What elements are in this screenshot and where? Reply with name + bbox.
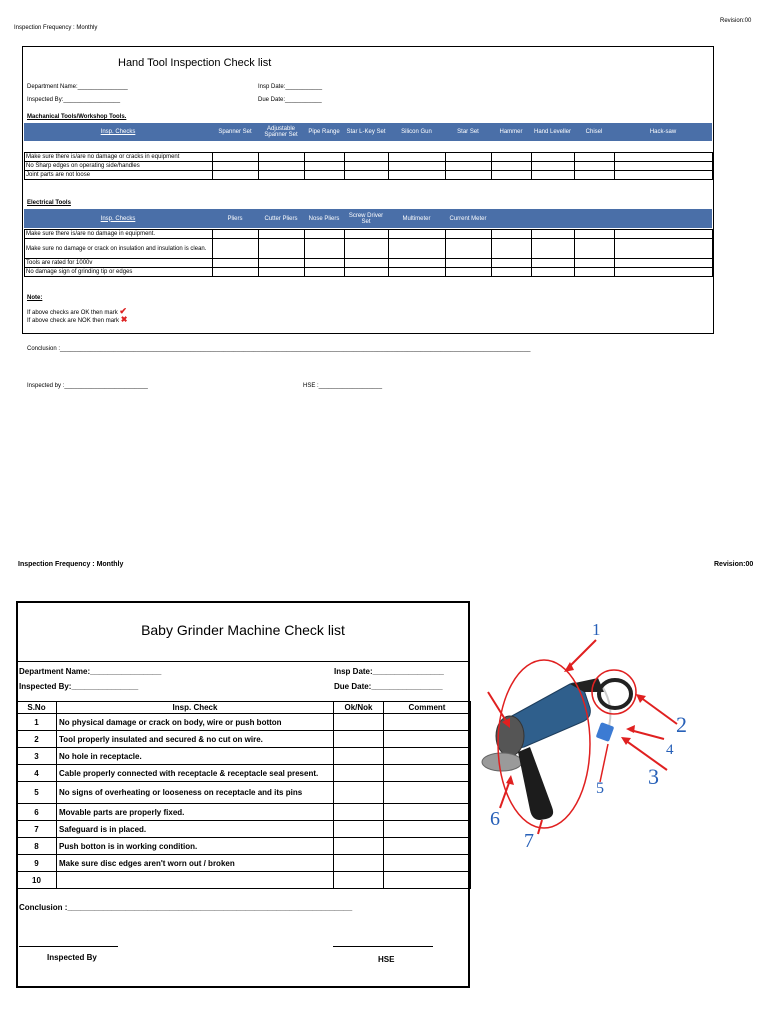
callout-3: 3 [648,764,659,789]
check-cell[interactable] [532,230,575,239]
row-number: 1 [17,714,57,731]
note-ok-text: If above checks are OK then mark [27,310,118,316]
header-star-set: Star Set [457,129,479,135]
check-cell[interactable] [213,153,259,162]
inspected-by-label: Inspected By [47,953,97,962]
revision-label: Revision:00 [720,18,752,24]
check-cell[interactable] [575,259,615,268]
check-cell[interactable] [532,162,575,171]
check-cell[interactable] [446,259,492,268]
cross-mark-icon: ✖ [120,315,128,324]
header-sno: S.No [17,702,57,714]
check-text: No physical damage or crack on body, wire or push botton [57,714,334,731]
row-number: 8 [17,838,57,855]
check-text: Tool properly insulated and secured & no cut on wire. [57,731,334,748]
header-comment: Comment [384,702,471,714]
comment-cell[interactable] [384,838,471,855]
check-cell[interactable] [575,153,615,162]
callout-5: 5 [596,780,604,797]
check-text: Make sure no damage or crack on insulation and insulation is clean. [25,239,213,259]
check-cell[interactable] [345,153,389,162]
comment-cell[interactable] [384,855,471,872]
check-text: No Sharp edges on operating side/handles [25,162,213,171]
grinder-checks-table [16,701,471,889]
check-cell[interactable] [615,268,713,277]
check-cell[interactable] [389,162,446,171]
mechanical-checks-table [24,152,713,180]
header-silicon-gun: Silicon Gun [401,129,432,135]
header-cutter-pliers: Cutter Pliers [264,215,298,222]
table-row [17,872,471,889]
check-text: Movable parts are properly fixed. [57,804,334,821]
check-text: No hole in receptacle. [57,748,334,765]
header-insp-checks: Insp. Checks [100,129,136,135]
table-row [17,821,471,838]
department-field: Department Name:_______________ [27,84,128,90]
note-label: Note: [27,295,43,301]
check-text: Make sure disc edges aren't worn out / broken [57,855,334,872]
table-header-row [17,702,471,714]
ok-nok-cell[interactable] [334,748,384,765]
check-cell[interactable] [389,171,446,180]
hse-label: HSE [378,955,395,964]
table-row [17,838,471,855]
check-cell[interactable] [615,162,713,171]
conclusion-line[interactable]: Conclusion :_____________________________________________________________________________________________________________________________________________ [27,346,531,352]
department-field: Department Name:________________ [19,667,162,676]
check-cell[interactable] [492,171,532,180]
ok-nok-cell[interactable] [334,714,384,731]
check-text [57,872,334,889]
check-cell[interactable] [345,239,389,259]
check-cell[interactable] [213,171,259,180]
check-cell[interactable] [492,153,532,162]
row-number: 5 [17,782,57,804]
header-hack-saw: Hack-saw [649,129,677,135]
check-cell[interactable] [615,230,713,239]
check-cell[interactable] [259,171,305,180]
page-title: Baby Grinder Machine Check list [141,622,345,638]
due-date-field: Due Date:___________ [258,97,322,103]
header-ok-nok: Ok/Nok [334,702,384,714]
inspection-frequency: Inspection Frequency : Monthly [14,25,98,31]
check-cell[interactable] [446,268,492,277]
check-cell[interactable] [345,162,389,171]
header-hand-leveller: Hand Leveller [533,129,572,135]
check-cell[interactable] [389,268,446,277]
header-pipe-range: Pipe Range [308,129,340,135]
check-cell[interactable] [389,239,446,259]
check-cell[interactable] [345,259,389,268]
row-number: 2 [17,731,57,748]
header-pliers: Pliers [227,215,243,222]
check-cell[interactable] [259,230,305,239]
insp-date-field: Insp Date:________________ [334,667,444,676]
note-nok-text: If above check are NOK then mark [27,318,120,324]
table-row [25,162,713,171]
ok-nok-cell[interactable] [334,855,384,872]
check-cell[interactable] [492,162,532,171]
check-cell[interactable] [492,268,532,277]
check-cell[interactable] [575,162,615,171]
inspected-by-signature-line[interactable] [19,946,118,947]
check-cell[interactable] [305,153,345,162]
check-cell[interactable] [259,162,305,171]
check-cell[interactable] [575,171,615,180]
check-cell[interactable] [345,171,389,180]
comment-cell[interactable] [384,821,471,838]
table-row [17,782,471,804]
check-cell[interactable] [575,230,615,239]
row-number: 4 [17,765,57,782]
note-nok [27,315,127,324]
check-text: Tools are rated for 1000v [25,259,213,268]
check-cell[interactable] [213,259,259,268]
check-cell[interactable] [492,259,532,268]
check-cell[interactable] [446,230,492,239]
check-cell[interactable] [575,239,615,259]
check-cell[interactable] [492,239,532,259]
header-nose-pliers: Nose Pliers [308,215,340,222]
insp-date-field: Insp Date:___________ [258,84,323,90]
row-number: 7 [17,821,57,838]
hse-signature-line[interactable] [333,946,433,947]
header-chisel: Chisel [585,129,603,135]
comment-cell[interactable] [384,731,471,748]
revision-label: Revision:00 [714,561,754,568]
header-spanner-set: Spanner Set [218,129,252,135]
check-cell[interactable] [213,230,259,239]
check-text: Make sure there is/are no damage in equipment. [25,230,213,239]
electrical-section-label: Electrical Tools [27,200,71,206]
ok-nok-cell[interactable] [334,782,384,804]
check-cell[interactable] [213,268,259,277]
title-divider [16,661,470,662]
row-number: 9 [17,855,57,872]
ok-nok-cell[interactable] [334,872,384,889]
page-title: Hand Tool Inspection Check list [118,57,272,69]
comment-cell[interactable] [384,782,471,804]
header-current-meter: Current Meter [449,215,487,222]
due-date-field: Due Date:________________ [334,682,443,691]
header-screw-driver-set: Screw Driver Set [348,212,384,225]
check-cell[interactable] [259,239,305,259]
header-adjustable-spanner-set: Adjustable Spanner Set [264,126,298,138]
comment-cell[interactable] [384,765,471,782]
row-number: 10 [17,872,57,889]
table-row [25,259,713,268]
callout-4: 4 [666,742,674,758]
electrical-header-row [24,209,712,228]
check-cell[interactable] [575,268,615,277]
row-number: 6 [17,804,57,821]
check-cell[interactable] [615,239,713,259]
check-text: Push botton is in working condition. [57,838,334,855]
check-text: Cable properly connected with receptacle & receptacle seal present. [57,765,334,782]
check-cell[interactable] [305,230,345,239]
callout-1: 1 [592,620,601,639]
ok-nok-cell[interactable] [334,765,384,782]
table-row [17,731,471,748]
check-cell[interactable] [259,259,305,268]
check-cell[interactable] [389,230,446,239]
conclusion-line[interactable]: Conclusion :________________________________________________________________ [19,903,353,912]
mechanical-header-row [24,123,712,141]
check-cell[interactable] [305,171,345,180]
check-text: Make sure there is/are no damage or cracks in equipment [25,153,213,162]
check-text: Joint parts are not loose [25,171,213,180]
check-cell[interactable] [446,239,492,259]
check-cell[interactable] [305,239,345,259]
check-cell[interactable] [532,171,575,180]
ok-nok-cell[interactable] [334,821,384,838]
header-insp-check: Insp. Check [57,702,334,714]
table-row [25,230,713,239]
callout-7: 7 [524,830,534,852]
table-row [25,171,713,180]
check-cell[interactable] [259,268,305,277]
check-cell[interactable] [532,259,575,268]
check-cell[interactable] [492,230,532,239]
comment-cell[interactable] [384,872,471,889]
callout-2: 2 [676,712,687,737]
row-number: 3 [17,748,57,765]
check-cell[interactable] [615,171,713,180]
check-cell[interactable] [532,153,575,162]
check-cell[interactable] [389,259,446,268]
comment-cell[interactable] [384,748,471,765]
check-cell[interactable] [615,259,713,268]
check-cell[interactable] [259,153,305,162]
inspected-by-signature[interactable]: Inspected by :_________________________ [27,383,148,389]
check-cell[interactable] [532,268,575,277]
header-hammer: Hammer [499,129,523,135]
check-cell[interactable] [532,239,575,259]
table-row [17,855,471,872]
check-cell[interactable] [213,162,259,171]
check-cell[interactable] [446,171,492,180]
table-row [25,239,713,259]
ok-nok-cell[interactable] [334,731,384,748]
table-row [17,714,471,731]
comment-cell[interactable] [384,714,471,731]
table-row [17,765,471,782]
check-cell[interactable] [305,268,345,277]
check-mark-icon: ✔ [119,306,127,316]
check-cell[interactable] [305,162,345,171]
hse-signature[interactable]: HSE :___________________ [303,383,383,389]
ok-nok-cell[interactable] [334,804,384,821]
check-text: No signs of overheating or looseness on receptacle and its pins [57,782,334,804]
table-row [25,153,713,162]
check-cell[interactable] [305,259,345,268]
table-row [25,268,713,277]
comment-cell[interactable] [384,804,471,821]
header-multimeter: Multimeter [402,215,431,222]
table-row [17,748,471,765]
inspected-by-field: Inspected By:_______________ [19,682,139,691]
check-text: No damage sign of grinding tip or edges [25,268,213,277]
header-star-l-key-set: Star L-Key Set [346,129,386,135]
electrical-checks-table [24,229,713,277]
check-cell[interactable] [446,153,492,162]
check-cell[interactable] [615,153,713,162]
check-cell[interactable] [389,153,446,162]
table-row [17,804,471,821]
ok-nok-cell[interactable] [334,838,384,855]
inspected-by-field: Inspected By:_________________ [27,97,121,103]
header-insp-checks: Insp. Checks [100,215,136,222]
callout-6: 6 [490,808,500,830]
inspection-frequency: Inspection Frequency : Monthly [18,561,124,568]
check-text: Safeguard is in placed. [57,821,334,838]
check-cell[interactable] [213,239,259,259]
check-cell[interactable] [345,268,389,277]
check-cell[interactable] [345,230,389,239]
mechanical-section-label: Machanical Tools/Workshop Tools. [27,114,127,120]
grinder-diagram [480,612,720,862]
check-cell[interactable] [446,162,492,171]
